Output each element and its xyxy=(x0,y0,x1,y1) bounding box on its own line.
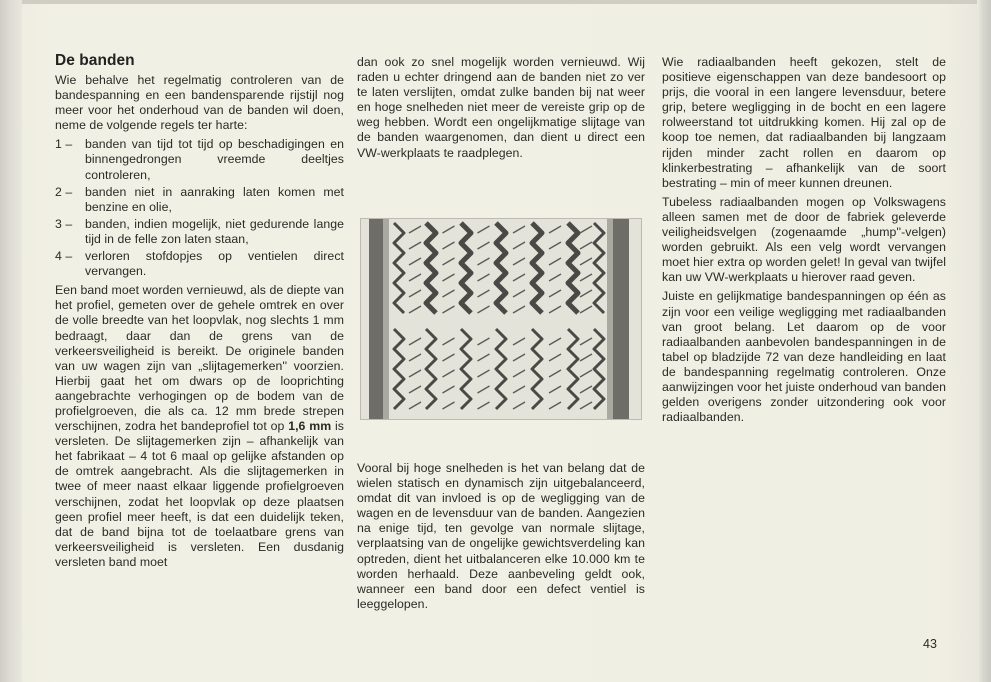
replacement-text-rest: is versleten. De slijtagemerken zijn – afhankelijk van het fabrikaat – 4 tot 6 maal op gelijke afstanden op de omtrek aangebracht. Als die slijtagemerken in twee of meer naast elkaar liggende profielgroeven verschijnen, zodat het loopvlak op deze plaatsen geen profiel meer heeft, is dat een duidelijk teken, dat de band bijna tot de toelaatbare grens van verkeersveiligheid is versleten. Een dusdanig versleten band moet xyxy=(55,419,344,569)
radial-paragraph: Wie radiaalbanden heeft gekozen, stelt de positieve eigenschappen van deze bandesoort op prijs, die vooral in een langere levensduur, betere grip, betere wegligging in de bocht en een lagere rolweerstand tot uitdrukking komen. Hij zal op de koop toe nemen, dat radiaalbanden bij langzaam rijden minder zacht rollen en daarom op klinkerbestrating – afhankelijk van de soort bestrating – min of meer kunnen dreunen. xyxy=(662,55,946,190)
tire-tread-photo xyxy=(360,218,642,420)
replacement-text: Een band moet worden vernieuwd, als de diepte van het profiel, gemeten over de gehele omtrek en over de volle breedte van het loopvlak, nog slechts 1 mm bedraagt, daar dan de grens van de verkeersveiligheid is bereikt. De originele banden van uw wagen zijn van „slijtagemerken'' voorzien. Hierbij gaat het om dwars op de looprichting aangebrachte verhogingen op de bodem van de profielgroeven, die als ca. 12 mm brede strepen verschijnen, zodra het bandeprofiel tot op xyxy=(55,283,344,434)
balancing-paragraph: Vooral bij hoge snelheden is het van belang dat de wielen statisch en dynamisch zijn uitgebalanceerd, omdat dit van invloed is op de wegligging van de wagen en de levensduur van de banden. Aangezien na enige tijd, ten gevolge van normale slijtage, verplaatsing van de ongelijke gewichtsverdeling kan optreden, dient het uitbalanceren elke 10.000 km te worden herhaald. Deze aanbeveling geldt ook, wanneer een band door een defect ventiel is leeggelopen. xyxy=(357,461,645,611)
rule-text: banden niet in aanraking laten komen met benzine en olie, xyxy=(85,184,344,214)
rule-number: 3 – xyxy=(55,216,73,231)
rule-text: banden van tijd tot tijd op beschadigingen en binnengedrongen vreemde deeltjes controleren, xyxy=(85,137,344,182)
tread-shoulder-left-edge xyxy=(383,219,389,419)
section-heading: De banden xyxy=(55,52,135,69)
page-edge-right xyxy=(977,0,991,682)
tread-shoulder-right xyxy=(613,219,629,419)
column-2-lower xyxy=(357,461,645,616)
rule-number: 1 – xyxy=(55,137,73,152)
rule-number: 2 – xyxy=(55,184,73,199)
column-1 xyxy=(55,52,344,574)
tire-tread-image xyxy=(361,219,641,419)
rule-item xyxy=(55,249,344,279)
rule-number: 4 – xyxy=(55,249,73,264)
replacement-paragraph xyxy=(55,283,344,570)
column-2 xyxy=(357,55,645,165)
wear-depth-value: 1,6 mm xyxy=(288,419,332,434)
tubeless-paragraph: Tubeless radiaalbanden mogen op Volkswagens alleen samen met de door de fabriek geleverde veiligheidsvelgen (zogenaamde „hump''-velgen) worden gebruikt. Als een velg wordt vervangen moet hier extra op worden gelet! In geval van twijfel kan uw VW-werkplaats u hierover raad geven. xyxy=(662,194,946,285)
rules-list xyxy=(55,137,344,279)
page-edge-left xyxy=(0,0,22,682)
rule-item xyxy=(55,185,344,215)
rule-item xyxy=(55,217,344,247)
tread-shoulder-left xyxy=(369,219,383,419)
page-edge-top xyxy=(0,0,991,4)
continuation-paragraph: dan ook zo snel mogelijk worden vernieuwd. Wij raden u echter dringend aan de banden niet zo ver te laten verslijten, omdat zulke banden bij nat weer en hoge snelheden niet meer de vereiste grip op de weg hebben. Wordt een ongelijkmatige slijtage van de banden waargenomen, dan dient u direct een VW-werkplaats te raadplegen. xyxy=(357,55,645,160)
rule-text: verloren stofdopjes op ventielen direct vervangen. xyxy=(85,249,344,279)
pressure-paragraph: Juiste en gelijkmatige bandespanningen op één as zijn voor een veilige wegligging met radiaalbanden van groot belang. Let daarom op de voor radiaalbanden aanbevolen bandespanningen in de tabel op bladzijde 72 van deze handleiding en laat de bandespanning regelmatig controleren. Onze aanwijzingen voor het juiste onderhoud van banden gelden overigens zonder uitzondering ook voor radiaalbanden. xyxy=(662,289,946,425)
rule-text: banden, indien mogelijk, niet gedurende lange tijd in de felle zon laten staan, xyxy=(85,216,344,246)
rule-item xyxy=(55,137,344,182)
page-number: 43 xyxy=(923,637,937,651)
intro-paragraph: Wie behalve het regelmatig controleren van de bandespanning en een bandensparende rijstijl nog meer voor het onderhoud van de banden wil doen, neme de volgende regels ter harte: xyxy=(55,73,344,133)
tread-shoulder-right-edge xyxy=(607,219,613,419)
column-3 xyxy=(662,55,946,429)
